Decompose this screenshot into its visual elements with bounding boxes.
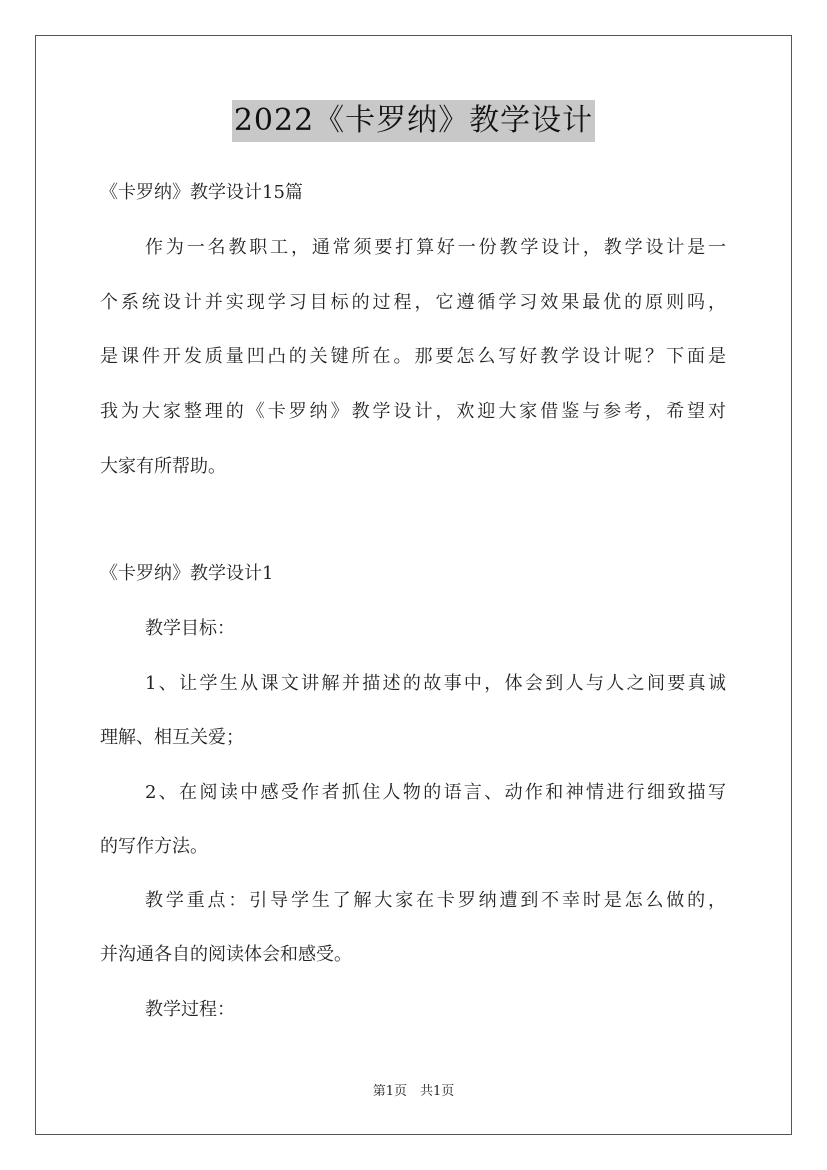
goals-label: 教学目标： <box>145 618 235 639</box>
key-line-2: 并沟通各自的阅读体会和感受。 <box>100 944 352 965</box>
intro-line-3: 是课件开发质量凹凸的关键所在。那要怎么写好教学设计呢？下面是 <box>100 346 726 367</box>
intro-line-5: 大家有所帮助。 <box>100 456 226 477</box>
section-heading: 《卡罗纳》教学设计1 <box>100 563 274 584</box>
title-container <box>0 100 827 142</box>
document-subtitle: 《卡罗纳》教学设计15篇 <box>100 182 303 203</box>
intro-line-4: 我为大家整理的《卡罗纳》教学设计，欢迎大家借鉴与参考，希望对 <box>100 401 726 422</box>
document-title: 2022《卡罗纳》教学设计 <box>232 100 595 142</box>
goal1-line-1: 1、让学生从课文讲解并描述的故事中，体会到人与人之间要真诚 <box>145 673 726 694</box>
goal2-line-1: 2、在阅读中感受作者抓住人物的语言、动作和神情进行细致描写 <box>145 782 726 803</box>
intro-line-2: 个系统设计并实现学习目标的过程，它遵循学习效果最优的原则吗， <box>100 292 726 313</box>
goal1-line-2: 理解、相互关爱； <box>100 727 244 748</box>
intro-line-1: 作为一名教职工，通常须要打算好一份教学设计，教学设计是一 <box>145 237 726 258</box>
key-line-1: 教学重点：引导学生了解大家在卡罗纳遭到不幸时是怎么做的， <box>145 890 726 911</box>
goal2-line-2: 的写作方法。 <box>100 836 208 857</box>
page-footer: 第1页 共1页 <box>372 1084 455 1099</box>
process-label: 教学过程： <box>145 999 235 1020</box>
